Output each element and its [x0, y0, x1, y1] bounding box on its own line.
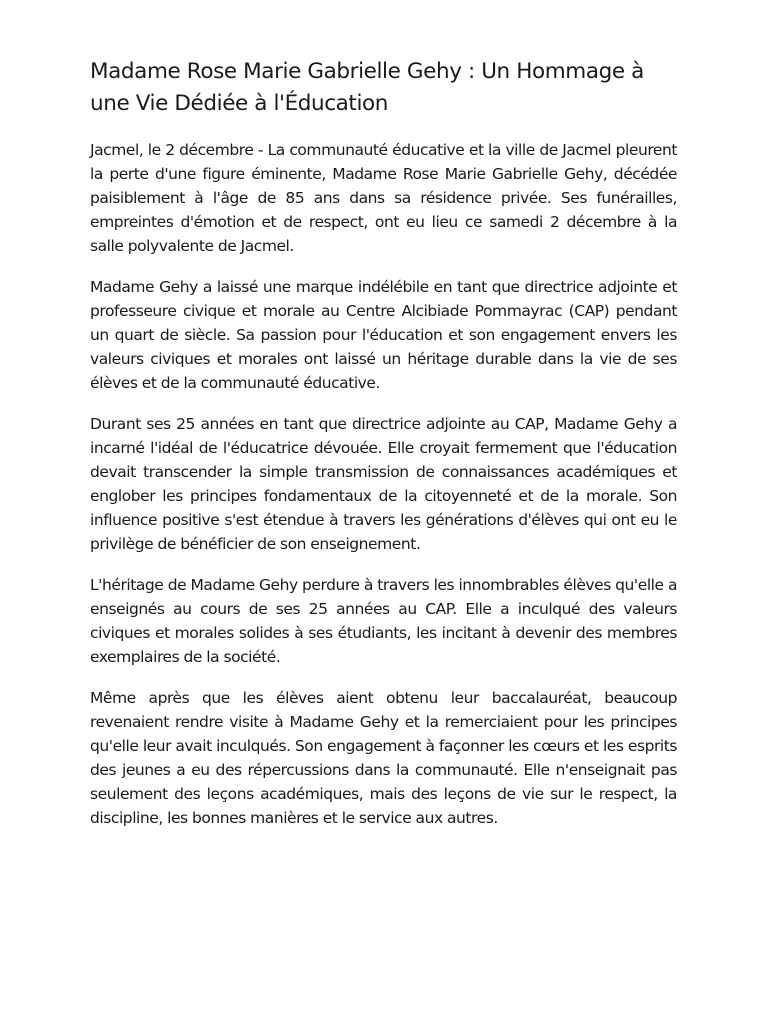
paragraph-1: Jacmel, le 2 décembre - La communauté éducative et la ville de Jacmel pleurent la perte d'une figure éminente, Madame Rose Marie Gabrielle Gehy, décédée paisiblement à l'âge de 85 ans dans sa résidence privée. Ses funérailles, empreintes d'émotion et de respect, ont eu lieu ce samedi 2 décembre à la salle polyvalente de Jacmel.	[90, 141, 677, 255]
article-title: Madame Rose Marie Gabrielle Gehy : Un Hommage à une Vie Dédiée à l'Éducation	[90, 59, 644, 116]
paragraph-2: Madame Gehy a laissé une marque indélébile en tant que directrice adjointe et professeure civique et morale au Centre Alcibiade Pommayrac (CAP) pendant un quart de siècle. Sa passion pour l'éducation et son engagement envers les valeurs civiques et morales ont laissé un héritage durable dans la vie de ses élèves et de la communauté éducative.	[90, 278, 677, 392]
paragraph-3: Durant ses 25 années en tant que directrice adjointe au CAP, Madame Gehy a incarné l'idéal de l'éducatrice dévouée. Elle croyait fermement que l'éducation devait transcender la simple transmission de connaissances académiques et englober les principes fondamentaux de la citoyenneté et de la morale. Son influence positive s'est étendue à travers les générations d'élèves qui ont eu le privilège de bénéficier de son enseignement.	[90, 415, 677, 553]
document-page	[90, 56, 677, 847]
paragraph-5: Même après que les élèves aient obtenu leur baccalauréat, beaucoup revenaient rendre visite à Madame Gehy et la remerciaient pour les principes qu'elle leur avait inculqués. Son engagement à façonner les cœurs et les esprits des jeunes a eu des répercussions dans la communauté. Elle n'enseignait pas seulement des leçons académiques, mais des leçons de vie sur le respect, la discipline, les bonnes manières et le service aux autres.	[90, 689, 677, 827]
paragraph-4: L'héritage de Madame Gehy perdure à travers les innombrables élèves qu'elle a enseignés au cours de ses 25 années au CAP. Elle a inculqué des valeurs civiques et morales solides à ses étudiants, les incitant à devenir des membres exemplaires de la société.	[90, 576, 677, 666]
